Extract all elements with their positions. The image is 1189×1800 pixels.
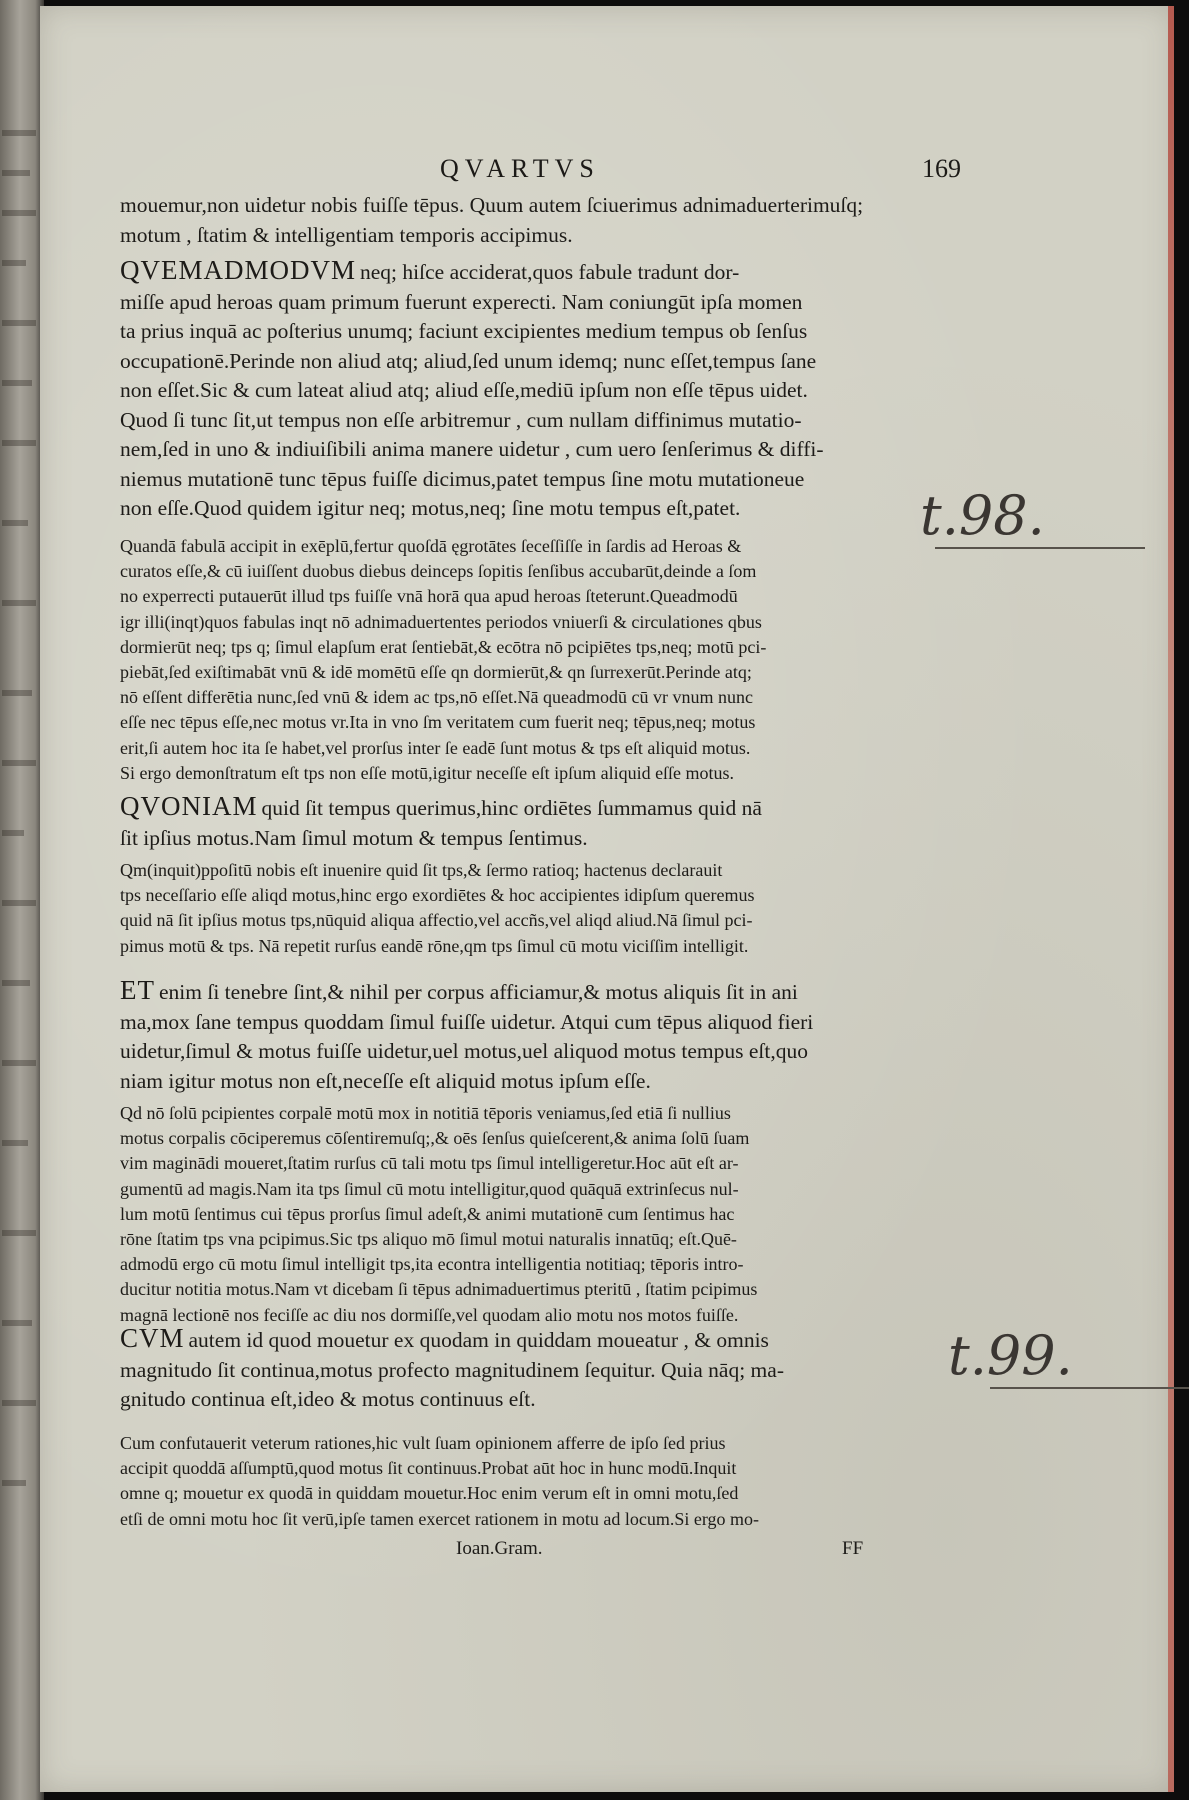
text-paragraph bbox=[120, 256, 824, 524]
signature-mark: FF bbox=[842, 1538, 864, 1559]
commentary-block bbox=[120, 534, 766, 786]
text-line: motum , ſtatim & intelligentiam temporis accipimus. bbox=[120, 222, 573, 247]
text-line: piebāt,ſed exiſtimabāt vnū & idē momētū eſſe qn dormierūt,& qn ſurrexerūt.Perinde atq; bbox=[120, 662, 752, 683]
section-initial: QVEMADMODVM bbox=[120, 255, 357, 285]
adjacent-page-edge bbox=[0, 0, 44, 1800]
commentary-block bbox=[120, 858, 754, 959]
text-line: tps neceſſario eſſe aliqd motus,hinc ergo exordiētes & hoc accipientes idipſum queremus bbox=[120, 885, 755, 906]
page-red-edge bbox=[1168, 6, 1174, 1792]
text-line: etſi de omni motu hoc ſit verū,ipſe tamen exercet rationem in motu ad locum.Si ergo mo- bbox=[120, 1508, 760, 1529]
text-line: no experrecti putauerūt illud tps fuiſſe vnā horā qua apud heroas ſteterunt.Queadmodū bbox=[120, 586, 738, 607]
text-line: dormierūt neq; tps q; ſimul elapſum erat ſentiebāt,& ecōtra nō pcipiētes tps,neq; motū pci- bbox=[120, 636, 767, 657]
text-line: omne q; mouetur ex quodā in quiddam mouetur.Hoc enim verum eſt in omni motu,ſed bbox=[120, 1483, 739, 1504]
text-line: motus corpalis cōciperemus cōſentiremuſq;,& oēs ſenſus quieſcerent,& anima ſolū ſuam bbox=[120, 1128, 750, 1149]
text-paragraph bbox=[120, 976, 813, 1096]
page-number: 169 bbox=[922, 154, 961, 183]
running-head bbox=[40, 154, 1174, 184]
text-line: enim ſi tenebre ſint,& nihil per corpus afficiamur,& motus aliquis ſit in ani bbox=[159, 980, 798, 1004]
text-line: neq; hiſce acciderat,quos fabule tradunt dor- bbox=[360, 260, 740, 284]
book-page bbox=[40, 6, 1174, 1792]
text-line: ta prius inquā ac poſterius unumq; faciunt excipientes medium tempus ob ſenſus bbox=[120, 319, 808, 343]
text-line: magnā lectionē nos feciſſe ac diu nos dormiſſe,vel quodam alio motu nos motos fuiſſe. bbox=[120, 1304, 739, 1325]
text-line: ſit ipſius motus.Nam ſimul motum & tempus ſentimus. bbox=[120, 825, 588, 850]
running-head-title: QVARTVS bbox=[440, 154, 600, 183]
text-line: Si ergo demonſtratum eſt tps non eſſe motū,igitur neceſſe eſt ipſum aliquid eſſe motus. bbox=[120, 762, 735, 783]
commentary-block bbox=[120, 1431, 759, 1532]
text-line: Cum confutauerit veterum rationes,hic vult ſuam opinionem afferre de ipſo ſed prius bbox=[120, 1433, 726, 1453]
text-line: admodū ergo cū motu ſimul intelligit tps,ita econtra intelligentia notitiaq; tēporis intro- bbox=[120, 1254, 744, 1275]
text-line: vim maginādi moueret,ſtatim rurſus cū tali motu tps ſimul intelligeretur.Hoc aūt eſt ar- bbox=[120, 1153, 739, 1174]
text-line: lum motū ſentimus cui tēpus prorſus ſimul adeſt,& animi mutationē cum ſentimus hac bbox=[120, 1203, 735, 1224]
text-line: niam igitur motus non eſt,neceſſe eſt aliquid motus ipſum eſſe. bbox=[120, 1068, 651, 1093]
text-line: gnitudo continua eſt,ideo & motus continuus eſt. bbox=[120, 1387, 536, 1411]
section-initial: QVONIAM bbox=[120, 791, 258, 821]
section-initial: CVM bbox=[120, 1323, 185, 1353]
margin-note-2: t.99. bbox=[948, 1324, 1073, 1387]
text-line: rōne ſtatim tps vna pcipimus.Sic tps aliquo mō ſimul motui naturalis innatūq; eſt.Quē- bbox=[120, 1229, 737, 1250]
text-line: Quod ſi tunc ſit,ut tempus non eſſe arbitremur , cum nullam diffinimus mutatio- bbox=[120, 407, 802, 432]
commentary-block bbox=[120, 1101, 757, 1328]
text-line: eſſe nec tēpus eſſe,nec motus vr.Ita in vno ſm veritatem cum fuerit neq; tēpus,neq; motus bbox=[120, 712, 756, 733]
text-line: non eſſet.Sic & cum lateat aliud atq; aliud eſſe,mediū ipſum non eſſe tēpus uidet. bbox=[120, 378, 808, 402]
text-line: Quandā fabulā accipit in exēplū,fertur quoſdā ęgrotātes ſeceſſiſſe in ſardis ad Heroas & bbox=[120, 536, 742, 556]
margin-rule bbox=[990, 1387, 1189, 1389]
text-line: nō eſſent differētia nunc,ſed vnū & idem ac tps,nō eſſet.Nā queadmodū cū vr vnum nunc bbox=[120, 687, 753, 708]
text-line: niemus mutationē tunc tēpus fuiſſe dicimus,patet tempus ſine motu mutationeue bbox=[120, 466, 805, 491]
text-line: autem id quod mouetur ex quodam in quiddam moueatur , & omnis bbox=[188, 1328, 769, 1352]
section-initial: ET bbox=[120, 975, 155, 1005]
margin-note-1: t.98. bbox=[920, 484, 1045, 547]
text-line: miſſe apud heroas quam primum fuerunt experecti. Nam coniungūt ipſa momen bbox=[120, 289, 803, 314]
text-paragraph bbox=[120, 792, 762, 853]
margin-rule bbox=[935, 547, 1145, 549]
text-line: Qd nō ſolū pcipientes corpalē motū mox in notitiā tēporis veniamus,ſed etiā ſi nullius bbox=[120, 1103, 731, 1123]
text-line: uidetur,ſimul & motus fuiſſe uidetur,uel motus,uel aliquod motus tempus eſt,quo bbox=[120, 1039, 808, 1063]
text-line: quid ſit tempus querimus,hinc ordiētes ſummamus quid nā bbox=[261, 796, 762, 820]
text-line: gumentū ad magis.Nam ita tps ſimul cū motu intelligitur,quod quāquā extrinſecus nul- bbox=[120, 1178, 739, 1199]
text-line: Qm(inquit)ppoſitū nobis eſt inuenire quid ſit tps,& ſermo ratioq; hactenus declarauit bbox=[120, 860, 723, 880]
text-line: ma,mox ſane tempus quoddam ſimul fuiſſe uidetur. Atqui cum tēpus aliquod fieri bbox=[120, 1009, 814, 1034]
text-line: igr illi(inqt)quos fabulas inqt nō adnimaduertentes periodos vniuerſi & circulationes qbus bbox=[120, 611, 762, 632]
text-line: pimus motū & tps. Nā repetit rurſus eandē rōne,qm tps ſimul cū motu viciſſim intelligit. bbox=[120, 935, 749, 956]
text-line: non eſſe.Quod quidem igitur neq; motus,neq; ſine motu tempus eſt,patet. bbox=[120, 496, 741, 520]
text-line: curatos eſſe,& cū iuiſſent duobus diebus deinceps ſopitis ſenſibus accubarūt,deinde a ſom bbox=[120, 561, 757, 582]
catchword-author: Ioan.Gram. bbox=[456, 1538, 543, 1559]
text-line: accipit quoddā aſſumptū,quod motus ſit continuus.Probat aūt hoc in hunc modū.Inquit bbox=[120, 1458, 737, 1479]
text-line: nem,ſed in uno & indiuiſibili anima manere uidetur , cum uero ſenſerimus & diffi- bbox=[120, 437, 824, 461]
text-paragraph bbox=[120, 191, 863, 250]
text-line: mouemur,non uidetur nobis fuiſſe tēpus. Quum autem ſciuerimus adnimaduerterimuſq; bbox=[120, 193, 864, 217]
text-line: erit,ſi autem hoc ita ſe habet,vel prorſus inter ſe eadē ſunt motus & tps eſt aliquid motus. bbox=[120, 737, 751, 758]
text-line: ducitur notitia motus.Nam vt dicebam ſi tēpus adnimaduertimus pteritū , ſtatim pcipimus bbox=[120, 1279, 758, 1300]
text-paragraph bbox=[120, 1324, 784, 1415]
text-line: quid nā ſit ipſius motus tps,nūquid aliqua affectio,vel accñs,vel aliqd aliud.Nā ſimul pci- bbox=[120, 910, 753, 931]
text-line: magnitudo ſit continua,motus profecto magnitudinem ſequitur. Quia nāq; ma- bbox=[120, 1357, 784, 1382]
text-line: occupationē.Perinde non aliud atq; aliud,ſed unum idemq; nunc eſſet,tempus ſane bbox=[120, 348, 817, 373]
